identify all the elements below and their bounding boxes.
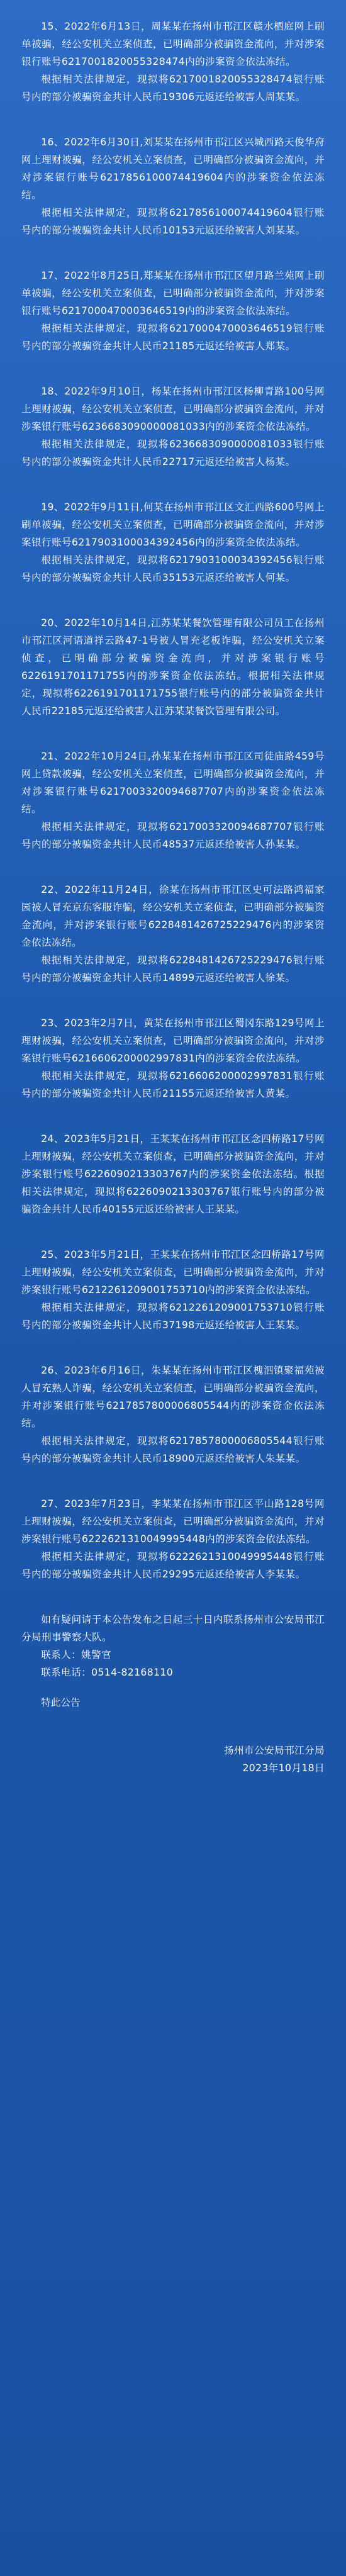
case-refund: 根据相关法律规定，现拟将6217003320094687707银行账号内的部分被骗资金共计人民币48537元返还给被害人孙某某。	[21, 821, 325, 850]
case-description: 18、2022年9月10日，杨某在扬州市邗江区杨柳青路100号网上理财被骗，经公安机关立案侦查，已明确部分被骗资金流向，并对涉案银行账号6236683090000081033内的涉案资金依法冻结。	[21, 386, 325, 432]
case-description: 26、2023年6月16日，朱某某在扬州市邗江区槐泗镇聚福苑被人冒充熟人诈骗，经公安机关立案侦查，已明确部分被骗资金流向，并对涉案银行账号6217857800006805544内的涉案资金依法冻结。	[21, 1365, 325, 1429]
case-refund: 根据相关法律规定，现拟将6236683090000081033银行账号内的部分被骗资金共计人民币22717元返还给被害人杨某。	[21, 439, 325, 468]
case-refund: 根据相关法律规定，现拟将6217856100074419604银行账号内的部分被骗资金共计人民币10153元返还给被害人刘某某。	[21, 207, 325, 236]
case-description: 25、2023年5月21日，王某某在扬州市邗江区念四桥路17号网上理财被骗，经公安机关立案侦查，已明确部分被骗资金流向，并对涉案银行账号6212261209001753710内的涉案资金依法冻结。	[21, 1249, 325, 1296]
inquiry-text: 如有疑问请于本公告发布之日起三十日内联系扬州市公安局邗江分局刑事警察大队。	[21, 1614, 325, 1643]
case-refund: 根据相关法律规定，现拟将6217903100034392456银行账号内的部分被骗资金共计人民币35153元返还给被害人何某。	[21, 554, 325, 583]
case-refund: 根据相关法律规定，现拟将6216606200002997831银行账号内的部分被骗资金共计人民币21155元返还给被害人黄某。	[21, 1070, 325, 1099]
case-description: 21、2022年10月24日,孙某某在扬州市邗江区司徒庙路459号网上贷款被骗，经公安机关立案侦查，已明确部分被骗资金流向，并对涉案银行账号6217003320094687707内的涉案资金依法冻结。	[21, 751, 325, 815]
signature-block	[21, 1742, 325, 1777]
case-refund: 根据相关法律规定，现拟将6217857800006805544银行账号内的部分被骗资金共计人民币18900元返还给被害人朱某某。	[21, 1435, 325, 1464]
case-description: 16、2022年6月30日,刘某某在扬州市邗江区兴城西路天俊华府网上理财被骗，经公安机关立案侦查，已明确部分被骗资金流向，并对涉案银行账号6217856100074419604内的涉案资金依法冻结。	[21, 137, 325, 201]
case-refund: 根据相关法律规定，现拟将6222621310049995448银行账号内的部分被骗资金共计人民币29295元返还给被害人李某某。	[21, 1551, 325, 1580]
case-refund: 根据相关法律规定，现拟将6217001820055328474银行账号内的部分被骗资金共计人民币19306元返还给被害人周某某。	[21, 74, 325, 103]
case-refund: 根据相关法律规定，现拟将6228481426725229476银行账号内的部分被骗资金共计人民币14899元返还给被害人徐某。	[21, 955, 325, 983]
case-description: 22、2022年11月24日，徐某在扬州市邗江区史可法路鸿福家园被人冒充京东客服诈骗，经公安机关立案侦查，已明确部分被骗资金流向，并对涉案银行账号6228481426725229476内的涉案资金依法冻结。	[21, 884, 325, 948]
case-description: 20、2022年10月14日,江苏某某餐饮管理有限公司员工在扬州市邗江区河语道祥云路47-1号被人冒充老板诈骗，经公安机关立案侦查，已明确部分被骗资金流向，并对涉案银行账号6226191701171755内的涉案资金依法冻结。根据相关法律规定，现拟将6226191701171755银行账号内的部分被骗资金共计人民币22185元返还给被害人江苏某某餐饮管理有限公司。	[21, 617, 325, 717]
case-description: 19、2022年9月11日,何某在扬州市邗江区文汇西路600号网上刷单被骗，经公安机关立案侦查，已明确部分被骗资金流向，并对涉案银行账号6217903100034392456内的涉案资金依法冻结。	[21, 501, 325, 548]
contact-phone: 联系电话：0514-82168110	[41, 1667, 174, 1678]
issue-date: 2023年10月18日	[242, 1762, 325, 1774]
case-17	[21, 267, 325, 355]
contact-block	[21, 1611, 325, 1681]
case-23	[21, 1014, 325, 1102]
case-refund: 根据相关法律规定，现拟将6217000470003646519银行账号内的部分被骗资金共计人民币21185元返还给被害人郑某。	[21, 323, 325, 352]
case-description: 23、2023年2月7日，黄某在扬州市邗江区蜀冈东路129号网上理财被骗，经公安机关立案侦查，已明确部分被骗资金流向，并对涉案银行账号6216606200002997831内的涉案资金依法冻结。	[21, 1017, 325, 1064]
case-description: 15、2022年6月13日，周某某在扬州市邗江区赣水栖庭网上刷单被骗，经公安机关立案侦查，已明确部分被骗资金流向，并对涉案银行账号6217001820055328474内的涉案资金依法冻结。	[21, 21, 325, 67]
issuing-organization: 扬州市公安局邗江分局	[224, 1745, 325, 1756]
case-21	[21, 748, 325, 853]
notice-body	[0, 6, 346, 1777]
case-27	[21, 1495, 325, 1583]
case-18	[21, 383, 325, 471]
case-25	[21, 1246, 325, 1334]
notice-end-text: 特此公告	[41, 1697, 81, 1708]
case-15	[21, 18, 325, 106]
case-16	[21, 133, 325, 239]
case-description: 24、2023年5月21日，王某某在扬州市邗江区念四桥路17号网上理财被骗，经公安机关立案侦查，已明确部分被骗资金流向，并对涉案银行账号6226090213303767内的涉案资金依法冻结。根据相关法律规定，现拟将6226090213303767银行账号内的部分被骗资金共计人民币40155元返还给被害人王某某。	[21, 1133, 325, 1215]
case-description: 17、2022年8月25日,郑某某在扬州市邗江区望月路兰苑网上刷单被骗，经公安机关立案侦查，已明确部分被骗资金流向，并对涉案银行账号6217000470003646519内的涉案资金依法冻结。	[21, 270, 325, 316]
contact-person: 联系人：姚警官	[41, 1649, 112, 1660]
top-band	[0, 0, 346, 6]
case-24	[21, 1130, 325, 1218]
case-19	[21, 498, 325, 586]
case-22	[21, 881, 325, 987]
case-description: 27、2023年7月23日，李某某在扬州市邗江区平山路128号网上理财被骗，经公安机关立案侦查，已明确部分被骗资金流向，并对涉案银行账号6222621310049995448内的涉案资金依法冻结。	[21, 1498, 325, 1545]
case-26	[21, 1362, 325, 1467]
case-20	[21, 614, 325, 720]
case-refund: 根据相关法律规定，现拟将6212261209001753710银行账号内的部分被骗资金共计人民币37198元返还给被害人王某某。	[21, 1302, 325, 1331]
